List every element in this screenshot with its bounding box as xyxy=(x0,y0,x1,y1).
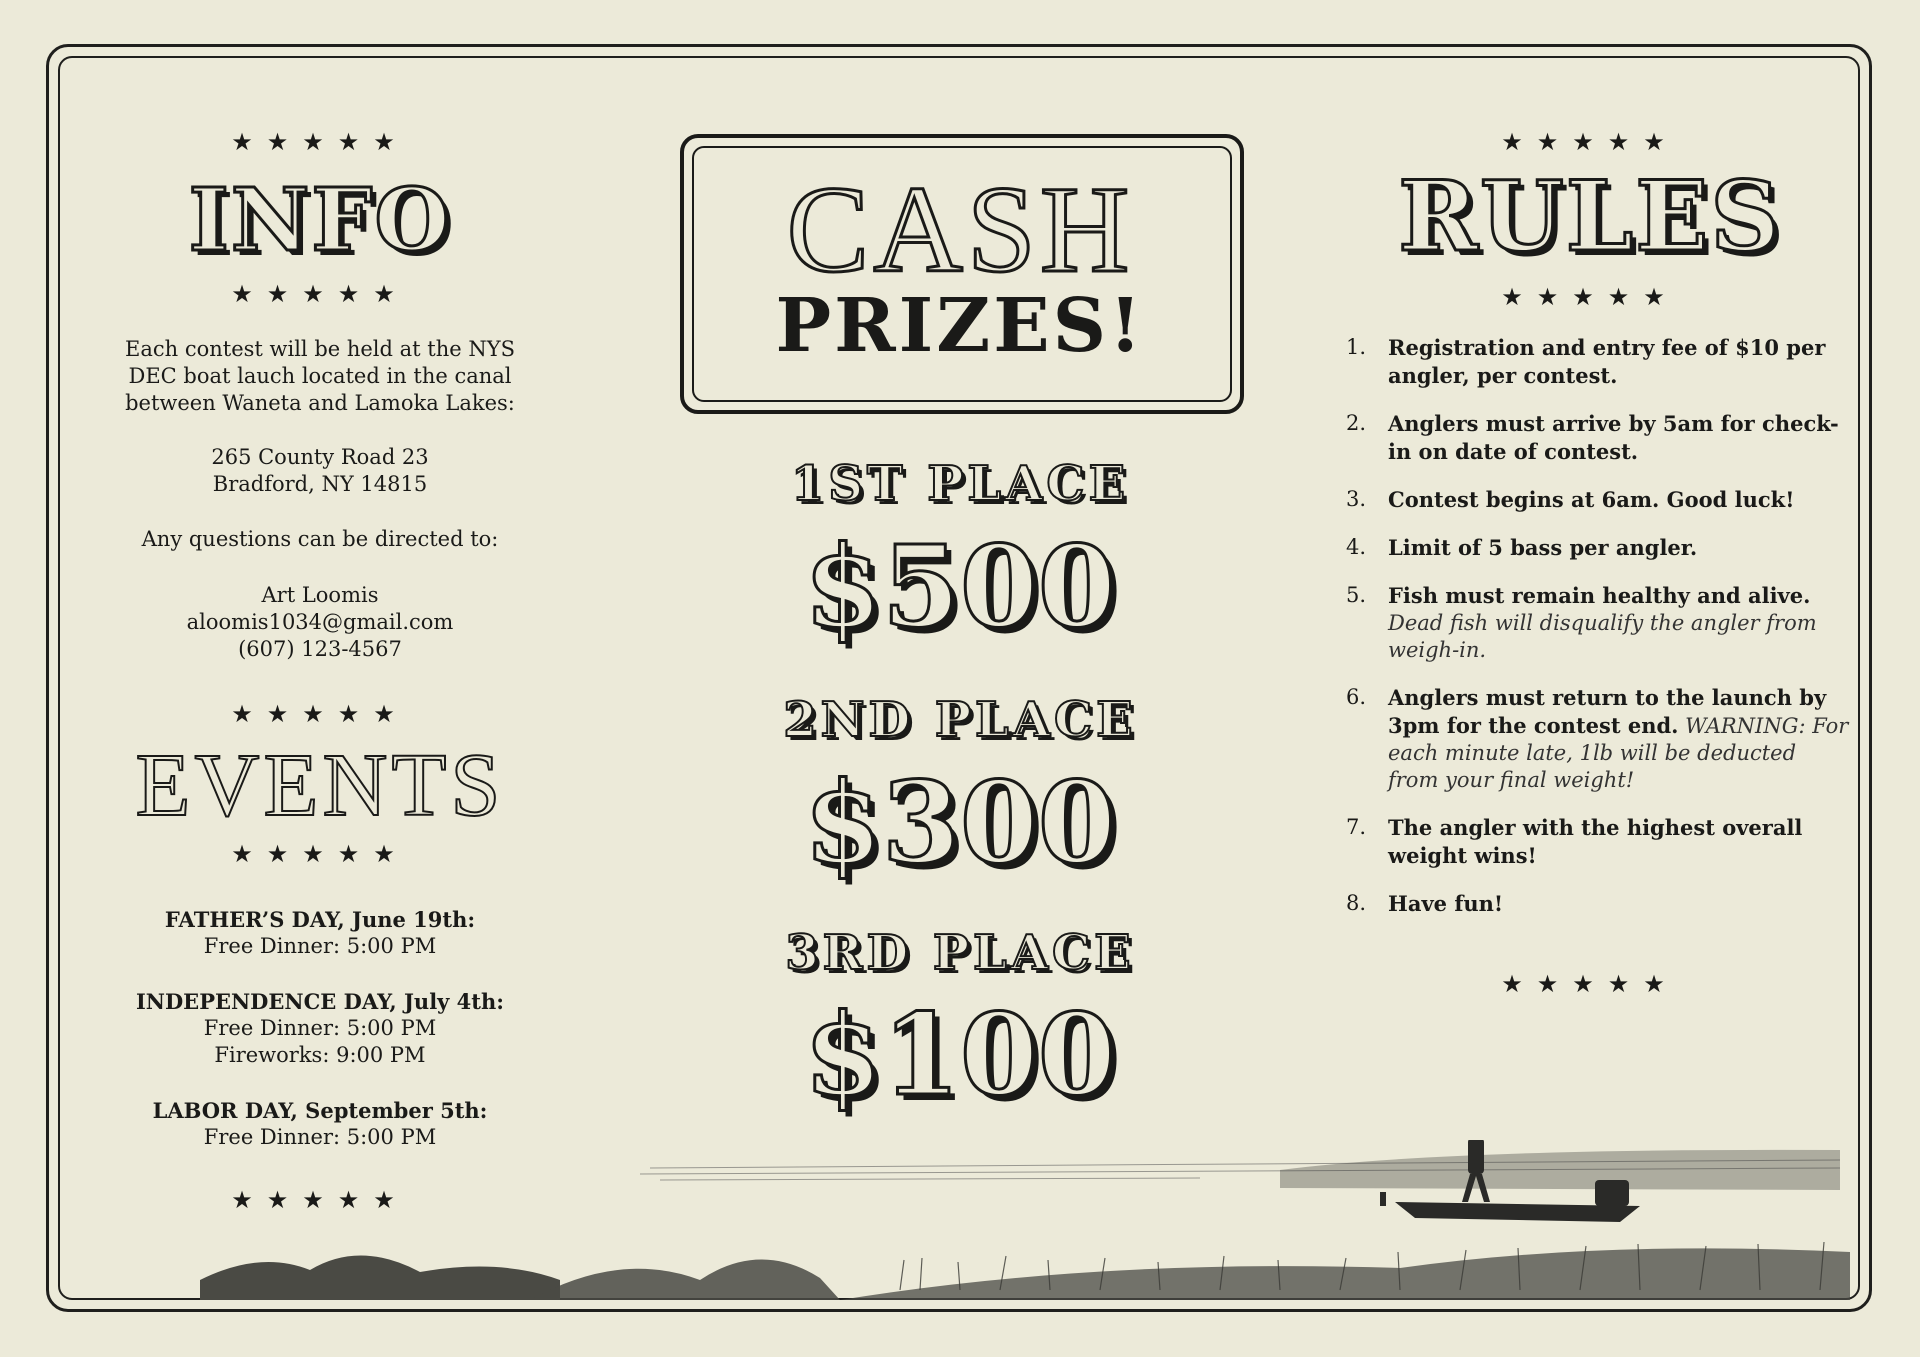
lake-boat-illustration xyxy=(200,1140,1850,1300)
contact-name: Art Loomis xyxy=(261,583,379,607)
event-detail: Free Dinner: 5:00 PM xyxy=(203,934,437,958)
rule-number: 3. xyxy=(1346,487,1367,511)
stars-divider: ★★★★★ xyxy=(231,128,409,156)
rule-note: Dead fish will disqualify the angler from weigh-in. xyxy=(1388,611,1817,662)
contact-block xyxy=(70,582,570,663)
second-place-label: 2ND PLACE xyxy=(783,692,1137,748)
rule-number: 5. xyxy=(1346,583,1367,607)
address-line: Bradford, NY 14815 xyxy=(212,472,428,496)
rule-item xyxy=(1330,410,1850,466)
stars-divider: ★★★★★ xyxy=(231,280,409,308)
third-place-label: 3RD PLACE xyxy=(785,925,1135,981)
rule-number: 1. xyxy=(1346,335,1367,359)
second-place-amount: $300 xyxy=(804,758,1116,889)
rule-number: 4. xyxy=(1346,535,1367,559)
location-line: DEC boat lauch located in the canal xyxy=(128,364,512,388)
stars-divider: ★★★★★ xyxy=(1501,128,1679,156)
stars-divider: ★★★★★ xyxy=(231,700,409,728)
location-text xyxy=(70,336,570,417)
stars-divider: ★★★★★ xyxy=(1501,970,1679,998)
rule-item xyxy=(1330,582,1850,664)
event-title: FATHER’S DAY, June 19th: xyxy=(164,907,476,932)
rule-text: Anglers must arrive by 5am for check-in on date of contest. xyxy=(1388,411,1839,464)
info-heading: INFO xyxy=(188,170,452,271)
event-detail: Free Dinner: 5:00 PM xyxy=(203,1016,437,1040)
rule-number: 7. xyxy=(1346,815,1367,839)
rule-item xyxy=(1330,814,1850,870)
rule-text: Registration and entry fee of $10 per angler, per contest. xyxy=(1388,335,1826,388)
events-heading: EVENTS xyxy=(135,736,505,835)
rule-text: Fish must remain healthy and alive. xyxy=(1388,583,1811,608)
cash-heading: CASH xyxy=(786,161,1134,298)
rule-number: 2. xyxy=(1346,411,1367,435)
stars-divider: ★★★★★ xyxy=(231,840,409,868)
rule-item xyxy=(1330,334,1850,390)
contact-email: aloomis1034@gmail.com xyxy=(186,610,454,634)
rule-number: 6. xyxy=(1346,685,1367,709)
questions-text: Any questions can be directed to: xyxy=(141,527,499,551)
stars-divider: ★★★★★ xyxy=(231,1186,409,1214)
event-item xyxy=(70,988,570,1069)
rule-item xyxy=(1330,684,1850,794)
rule-text: Have fun! xyxy=(1388,891,1504,916)
rule-number: 8. xyxy=(1346,891,1367,915)
address xyxy=(70,444,570,498)
event-detail: Fireworks: 9:00 PM xyxy=(214,1043,426,1067)
stars-divider: ★★★★★ xyxy=(1501,283,1679,311)
rule-text: Anglers must return to the launch by 3pm for the contest end. xyxy=(1388,685,1827,738)
location-line: between Waneta and Lamoka Lakes: xyxy=(125,391,515,415)
rules-heading: RULES xyxy=(1398,160,1782,273)
prizes-heading: PRIZES! xyxy=(775,283,1145,369)
location-line: Each contest will be held at the NYS xyxy=(125,337,515,361)
rule-text: Limit of 5 bass per angler. xyxy=(1388,535,1698,560)
address-line: 265 County Road 23 xyxy=(211,445,429,469)
first-place-amount: $500 xyxy=(804,522,1116,653)
contact-phone: (607) 123-4567 xyxy=(238,637,402,661)
event-title: LABOR DAY, September 5th: xyxy=(152,1098,488,1123)
rule-note: WARNING: For each minute late, 1lb will be deducted from your final weight! xyxy=(1388,714,1849,792)
rule-text: Contest begins at 6am. Good luck! xyxy=(1388,487,1795,512)
rules-list xyxy=(1330,334,1850,938)
first-place-label: 1ST PLACE xyxy=(790,456,1130,512)
event-item xyxy=(70,906,570,960)
event-title: INDEPENDENCE DAY, July 4th: xyxy=(135,989,505,1014)
rule-item xyxy=(1330,534,1850,562)
event-detail: Free Dinner: 5:00 PM xyxy=(203,1125,437,1149)
rule-item xyxy=(1330,890,1850,918)
third-place-amount: $100 xyxy=(804,990,1116,1121)
rule-text: The angler with the highest overall weight wins! xyxy=(1388,815,1803,868)
rule-item xyxy=(1330,486,1850,514)
